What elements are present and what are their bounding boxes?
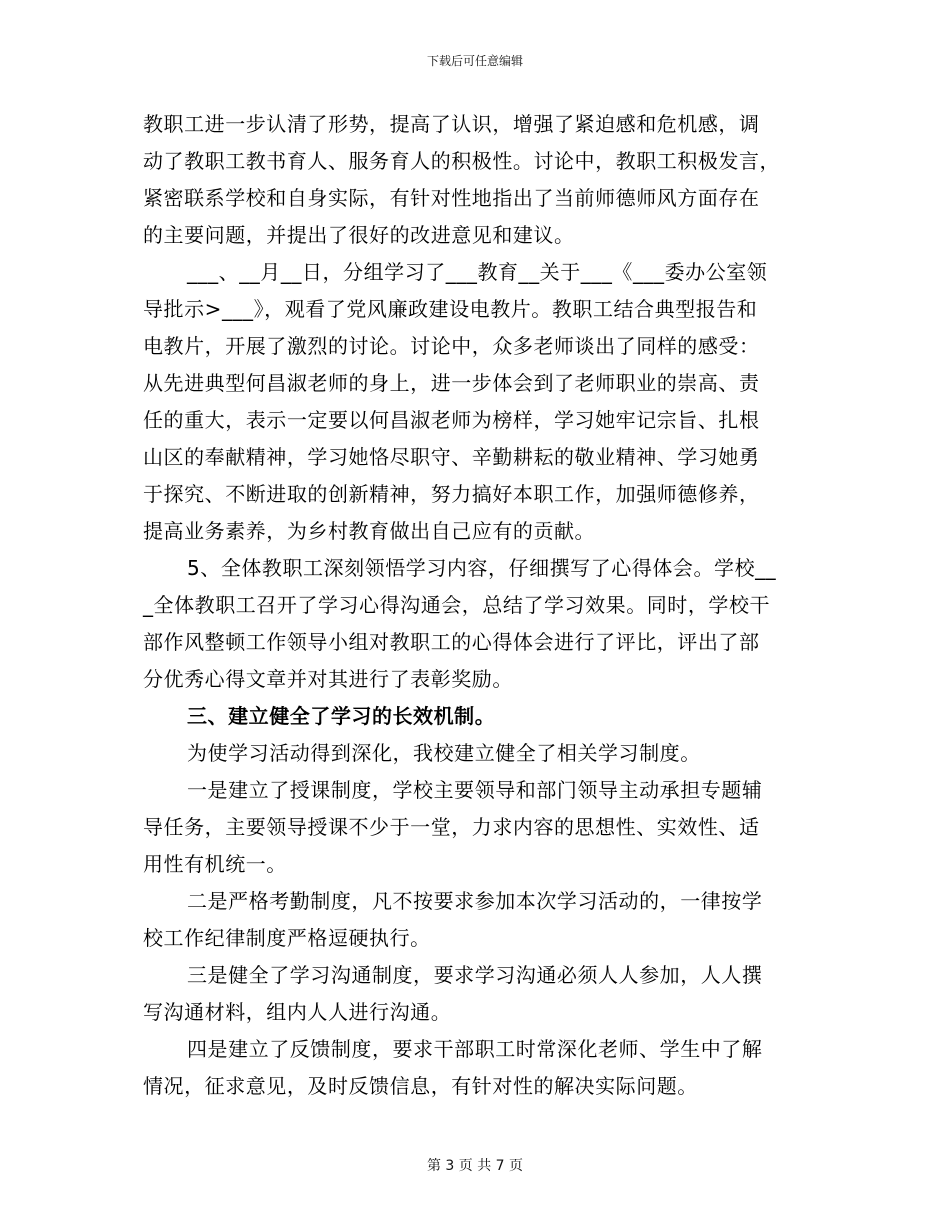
body-line: 5、全体教职工深刻领悟学习内容，仔细撰写了心得体会。学校__ (187, 556, 777, 580)
body-line: 从先进典型何昌淑老师的身上，进一步体会到了老师职业的崇高、责 (143, 371, 760, 395)
body-line: 提高业务素养，为乡村教育做出自己应有的贡献。 (143, 519, 596, 543)
body-line: 紧密联系学校和自身实际，有针对性地指出了当前师德师风方面存在 (143, 186, 760, 210)
section-heading: 三、建立健全了学习的长效机制。 (187, 704, 496, 728)
body-line: 二是严格考勤制度，凡不按要求参加本次学习活动的，一律按学 (187, 889, 763, 913)
body-line: 电教片，开展了激烈的讨论。讨论中，众多老师谈出了同样的感受： (143, 334, 760, 358)
body-line: 校工作纪律制度严格逗硬执行。 (143, 926, 431, 950)
body-line: 四是建立了反馈制度，要求干部职工时常深化老师、学生中了解 (187, 1037, 763, 1061)
body-line: 于探究、不断进取的创新精神，努力搞好本职工作，加强师德修养， (143, 482, 760, 506)
body-line: 的主要问题，并提出了很好的改进意见和建议。 (143, 223, 575, 247)
body-line: 导任务，主要领导授课不少于一堂，力求内容的思想性、实效性、适 (143, 815, 760, 839)
body-line: _全体教职工召开了学习心得沟通会，总结了学习效果。同时，学校干 (143, 593, 771, 617)
body-line: 为使学习活动得到深化，我校建立健全了相关学习制度。 (187, 741, 701, 765)
body-line: ___、__月__日，分组学习了___教育__关于___《___委办公室领 (187, 260, 768, 284)
page-footer: 第 3 页 共 7 页 (426, 1158, 524, 1174)
body-line: 导批示>___》，观看了党风廉政建设电教片。教职工结合典型报告和 (143, 297, 758, 321)
body-line: 用性有机统一。 (143, 852, 287, 876)
body-line: 一是建立了授课制度，学校主要领导和部门领导主动承担专题辅 (187, 778, 763, 802)
body-line: 三是健全了学习沟通制度，要求学习沟通必须人人参加，人人撰 (187, 963, 763, 987)
body-line: 动了教职工教书育人、服务育人的积极性。讨论中，教职工积极发言， (143, 149, 781, 173)
body-line: 部作风整顿工作领导小组对教职工的心得体会进行了评比，评出了部 (143, 630, 760, 654)
body-line: 分优秀心得文章并对其进行了表彰奖励。 (143, 667, 513, 691)
header-note: 下载后可任意编辑 (426, 54, 523, 68)
body-line: 任的重大，表示一定要以何昌淑老师为榜样，学习她牢记宗旨、扎根 (143, 408, 760, 432)
body-line: 教职工进一步认清了形势，提高了认识，增强了紧迫感和危机感，调 (143, 112, 760, 136)
body-line: 情况，征求意见，及时反馈信息，有针对性的解决实际问题。 (143, 1074, 698, 1098)
document-body (143, 106, 800, 1105)
body-line: 写沟通材料，组内人人进行沟通。 (143, 1000, 452, 1024)
body-line: 山区的奉献精神，学习她恪尽职守、辛勤耕耘的敬业精神、学习她勇 (143, 445, 760, 469)
